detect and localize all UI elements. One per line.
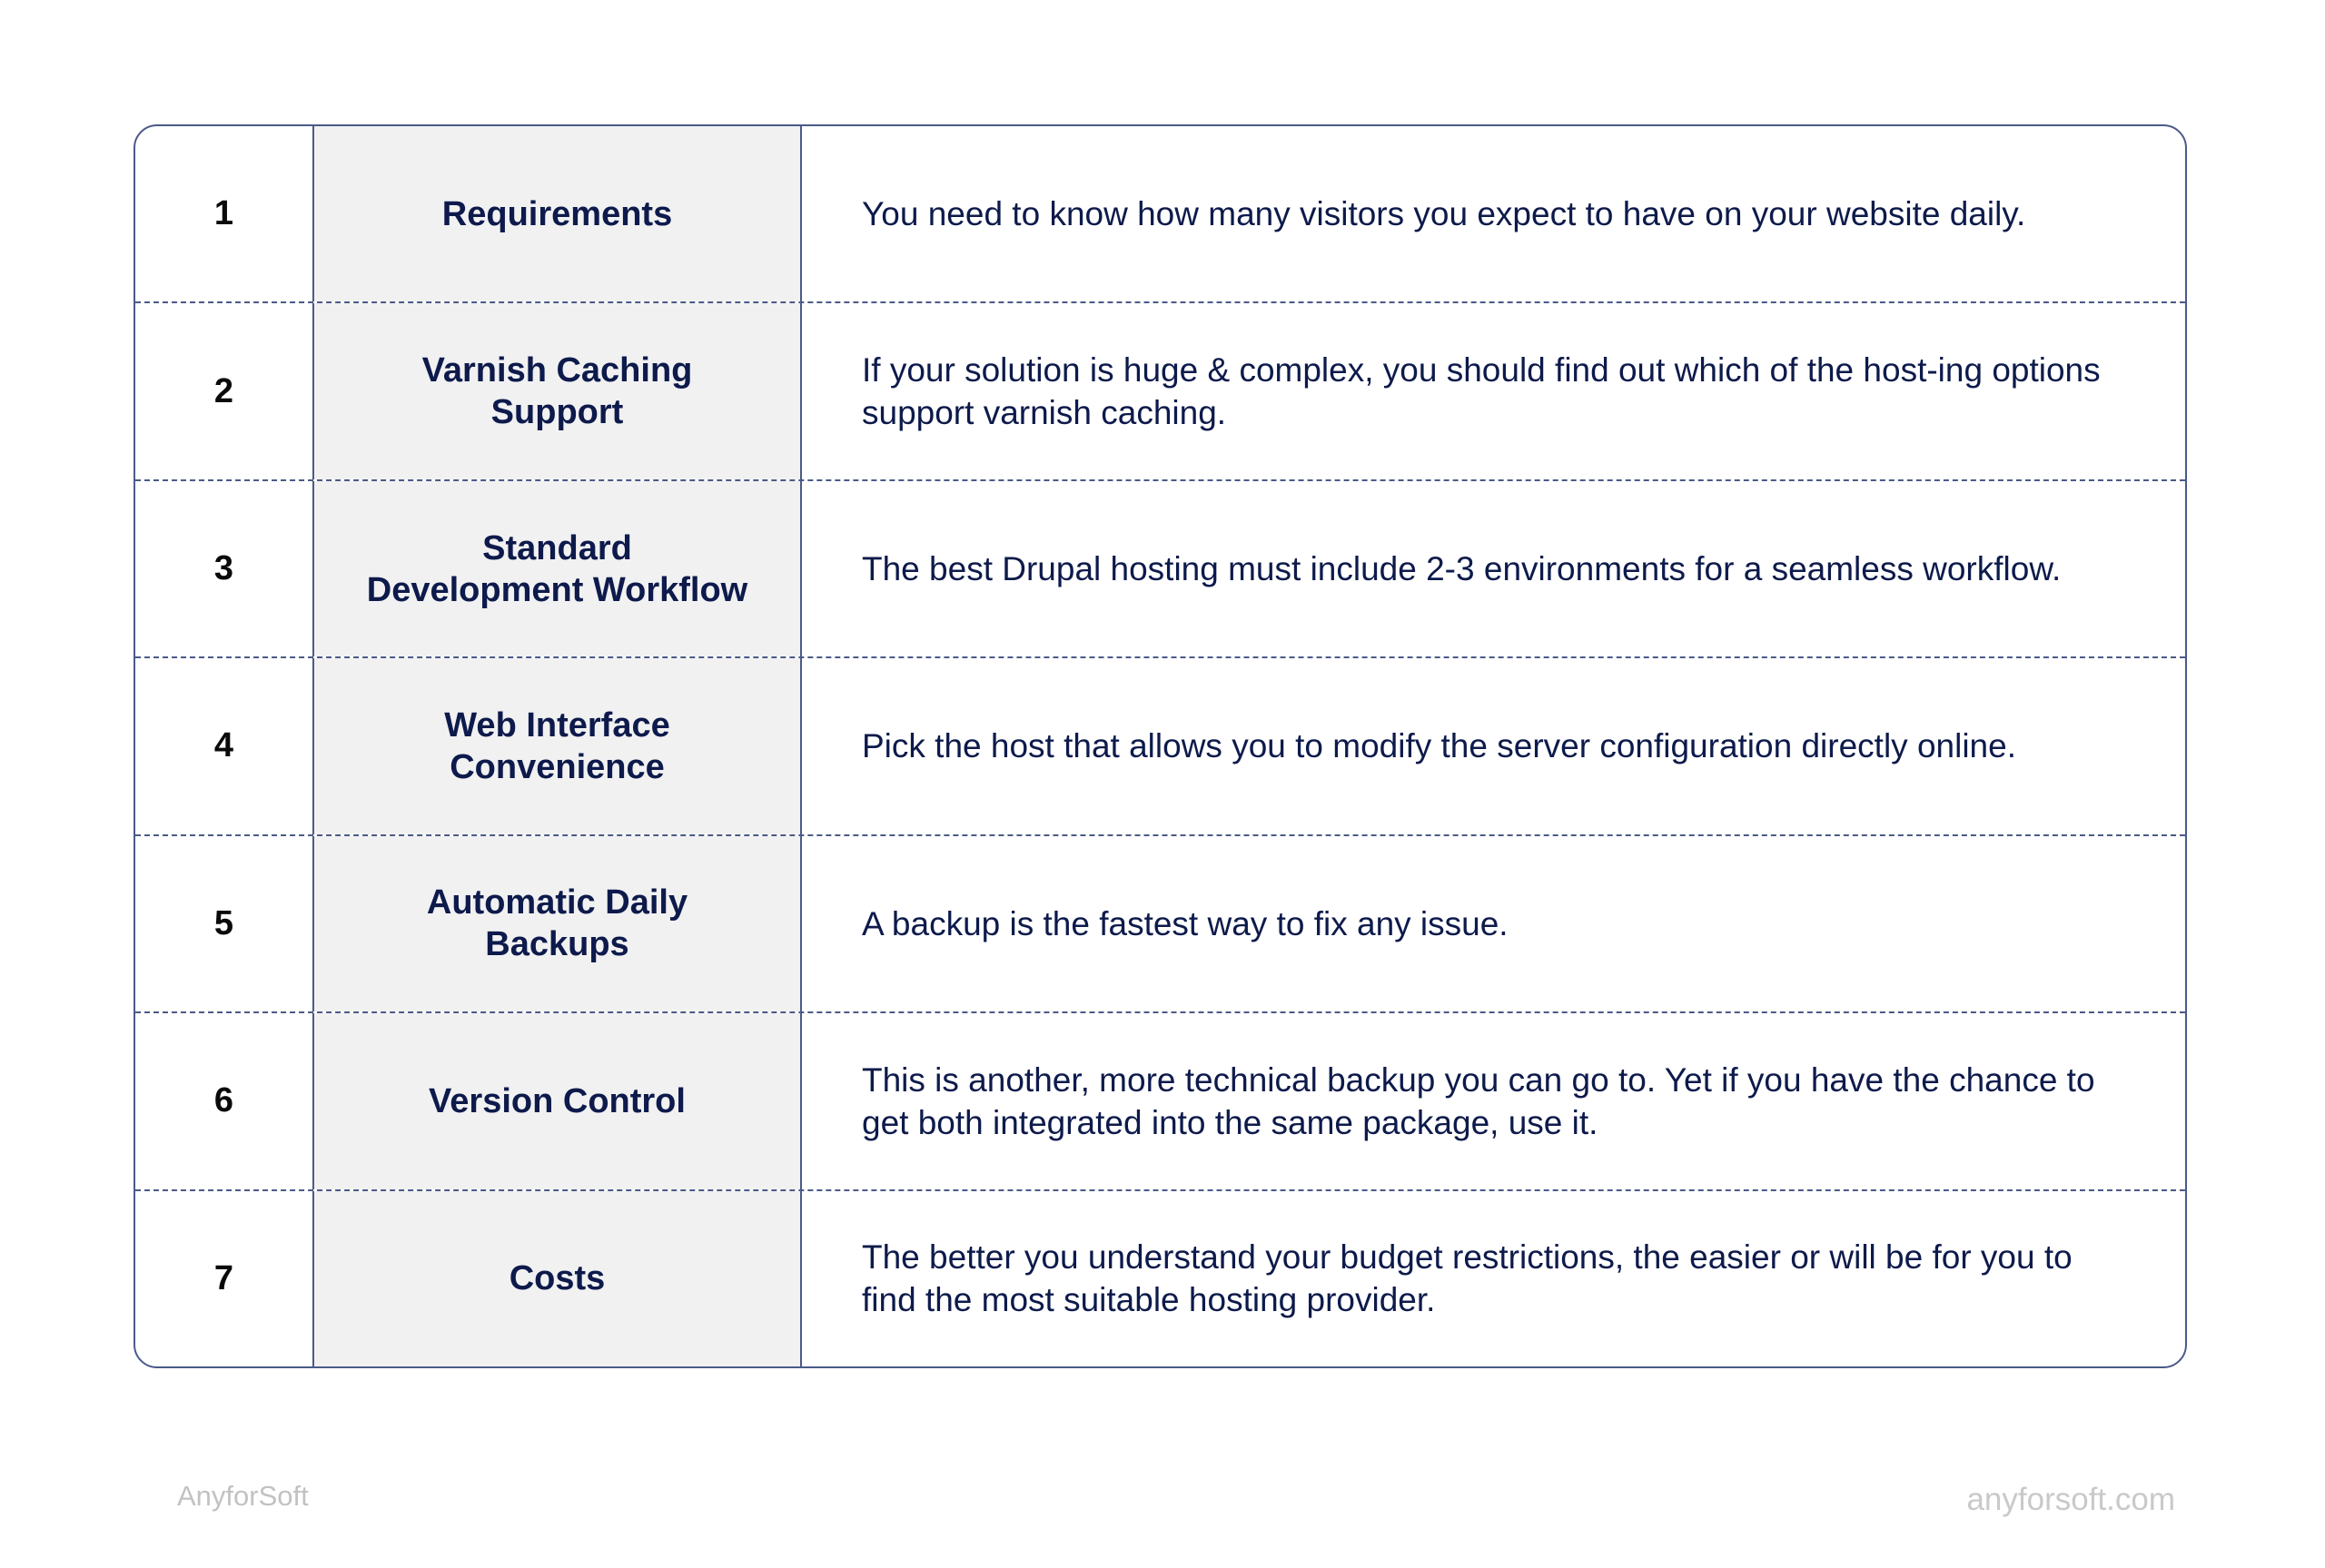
criterion-label-line: Backups	[485, 925, 629, 964]
criterion-description	[802, 836, 2185, 1011]
criterion-description	[802, 303, 2185, 478]
criterion-label-line: Support	[490, 393, 624, 432]
row-number: 6	[135, 1013, 314, 1188]
criterion-description-text: The best Drupal hosting must include 2-3 environments for a seamless workflow.	[862, 550, 2062, 588]
criterion-label-line: Standard	[482, 528, 632, 567]
criterion-description-text: The better you understand your budget restrictions, the easier or will be for you to find the most suitable hosting provider.	[862, 1238, 2073, 1319]
table-row	[135, 834, 2185, 1011]
criterion-description	[802, 658, 2185, 833]
criterion-description-text: If your solution is huge & complex, you should find out which of the host-ing options support varnish caching.	[862, 351, 2101, 432]
criterion-description-text: You need to know how many visitors you expect to have on your website daily.	[862, 195, 2026, 233]
row-number: 7	[135, 1191, 314, 1366]
criterion-label	[314, 658, 802, 833]
criterion-label-line: Version Control	[429, 1081, 686, 1120]
row-number: 1	[135, 126, 314, 301]
criterion-description-text: Pick the host that allows you to modify the server configuration directly online.	[862, 727, 2016, 765]
criterion-label	[314, 1191, 802, 1366]
criterion-description	[802, 1191, 2185, 1366]
criterion-description-text: This is another, more technical backup you can go to. Yet if you have the chance to get both integrated into the same package, use it.	[862, 1060, 2095, 1141]
table-row	[135, 1189, 2185, 1366]
criterion-label	[314, 126, 802, 301]
criterion-label	[314, 1013, 802, 1188]
criterion-label-line: Varnish Caching	[421, 351, 693, 390]
criterion-label-line: Costs	[509, 1259, 606, 1298]
criterion-label-line: Convenience	[450, 747, 665, 786]
criterion-label	[314, 303, 802, 478]
row-number: 5	[135, 836, 314, 1011]
table-row	[135, 301, 2185, 478]
table-row	[135, 126, 2185, 301]
row-number: 3	[135, 481, 314, 656]
table-row	[135, 1011, 2185, 1188]
criterion-label-line: Automatic Daily	[426, 883, 688, 922]
criterion-description-text: A backup is the fastest way to fix any issue.	[862, 904, 1509, 942]
criterion-label	[314, 481, 802, 656]
criterion-label-line: Web Interface	[444, 705, 670, 745]
table-row	[135, 479, 2185, 656]
criterion-label-line: Development Workflow	[366, 570, 748, 609]
criterion-description	[802, 481, 2185, 656]
criterion-description	[802, 126, 2185, 301]
criterion-label	[314, 836, 802, 1011]
row-number: 2	[135, 303, 314, 478]
website-url: anyforsoft.com	[1966, 1482, 2175, 1517]
criterion-description	[802, 1013, 2185, 1188]
row-number: 4	[135, 658, 314, 833]
table-row	[135, 656, 2185, 833]
hosting-criteria-table	[134, 124, 2187, 1368]
brand-logo-text: AnyforSoft	[177, 1480, 309, 1512]
criterion-label-line: Requirements	[441, 194, 673, 233]
